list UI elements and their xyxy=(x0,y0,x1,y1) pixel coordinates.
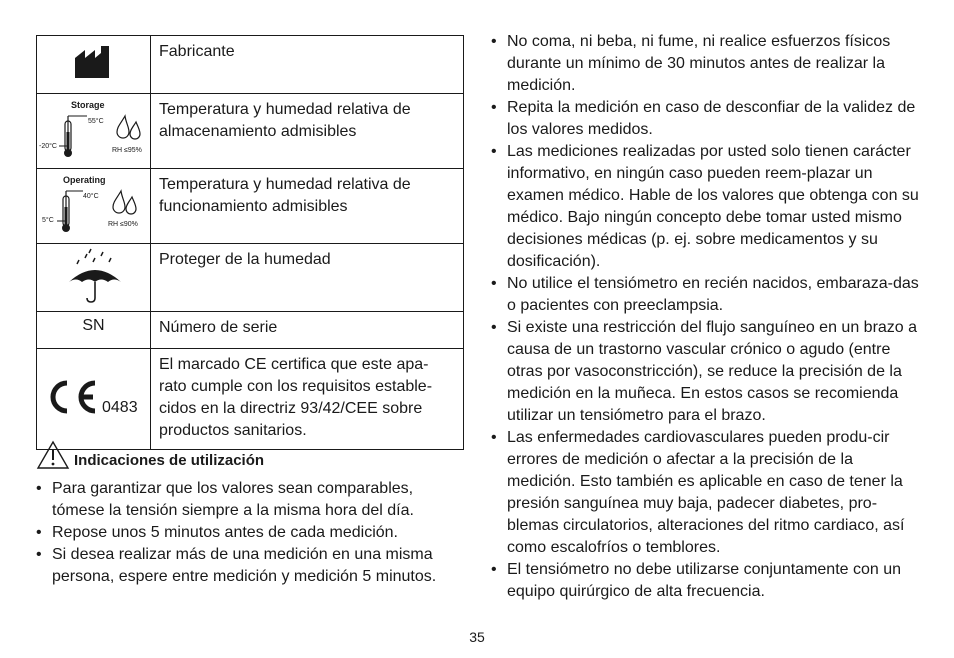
symbol-cell xyxy=(37,169,151,244)
usage-title: Indicaciones de utilización xyxy=(74,452,265,469)
symbol-cell xyxy=(37,349,151,450)
usage-heading xyxy=(36,440,264,470)
operating-temp-humidity-icon xyxy=(37,183,150,243)
rh-label: RH ≤90% xyxy=(108,221,138,228)
factory-icon xyxy=(73,44,113,80)
symbol-row-humidity xyxy=(37,244,464,312)
storage-temp-humidity-icon xyxy=(37,108,150,168)
symbol-row-serial xyxy=(37,312,464,349)
page-number: 35 xyxy=(469,629,485,645)
list-item: • Las mediciones realizadas por usted solo tienen carácter informativo, en ningún caso pueden reem-plazar un examen médico. Hable de los valores que obtenga con su médico. Bajo ningún concepto debe tomar usted mismo decisiones médicas (p. ej. sobre medicamentos y su dosificación). xyxy=(491,141,923,273)
list-item: • No utilice el tensiómetro en recién nacidos, embaraza-das o pacientes con preeclampsia. xyxy=(491,273,923,317)
symbols-table xyxy=(36,35,464,450)
temp-low-label: -20°C xyxy=(39,143,57,150)
temp-high-label: 55°C xyxy=(88,118,104,125)
umbrella-rain-icon xyxy=(65,246,125,304)
symbol-description: Temperatura y humedad relativa de almacenamiento admisibles xyxy=(151,94,464,169)
warning-triangle-icon xyxy=(36,440,70,470)
rh-label: RH ≤95% xyxy=(112,147,142,154)
temp-low-label: 5°C xyxy=(42,217,54,224)
symbol-description: Número de serie xyxy=(151,312,464,349)
symbol-cell xyxy=(37,36,151,94)
storage-label: Storage xyxy=(71,100,105,110)
list-item: • Las enfermedades cardiovasculares pueden produ-cir errores de medición o afectar a la precisión de la medición. Esto también es aplicable en caso de tener la presión sanguínea muy baja, padecer diabetes, pro-blemas circulatorios, alteraciones del ritmo cardiaco, así como escalofríos o temblores. xyxy=(491,427,923,559)
symbol-description: Proteger de la humedad xyxy=(151,244,464,312)
symbol-row-ce xyxy=(37,349,464,450)
temp-high-label: 40°C xyxy=(83,193,99,200)
list-item: • Repose unos 5 minutos antes de cada medición. xyxy=(36,522,466,544)
operating-label: Operating xyxy=(63,175,106,185)
symbol-description: Temperatura y humedad relativa de funcionamiento admisibles xyxy=(151,169,464,244)
symbol-row-storage xyxy=(37,94,464,169)
usage-list xyxy=(36,478,466,588)
symbol-cell xyxy=(37,94,151,169)
symbol-description: Fabricante xyxy=(151,36,464,94)
symbol-row-manufacturer xyxy=(37,36,464,94)
ce-number: 0483 xyxy=(102,399,138,416)
list-item: • Si desea realizar más de una medición en una misma persona, espere entre medición y medición 5 minutos. xyxy=(36,544,466,588)
list-item: • No coma, ni beba, ni fume, ni realice esfuerzos físicos durante un mínimo de 30 minutos antes de realizar la medición. xyxy=(491,31,923,97)
list-item: • Si existe una restricción del flujo sanguíneo en un brazo a causa de un trastorno vascular crónico o agudo (entre otras por vasoconstricción), se reduce la precisión de la medición en la muñeca. En estos casos se recomienda utilizar un tensiómetro para el brazo. xyxy=(491,317,923,427)
symbol-cell xyxy=(37,244,151,312)
list-item: • Para garantizar que los valores sean comparables, tómese la tensión siempre a la misma hora del día. xyxy=(36,478,466,522)
serial-number-symbol: SN xyxy=(37,312,151,349)
list-item: • Repita la medición en caso de desconfiar de la validez de los valores medidos. xyxy=(491,97,923,141)
symbol-row-operating xyxy=(37,169,464,244)
symbol-description: El marcado CE certifica que este apa-rato cumple con los requisitos estable-cidos en la directriz 93/42/CEE sobre productos sanitarios. xyxy=(151,349,464,450)
list-item: • El tensiómetro no debe utilizarse conjuntamente con un equipo quirúrgico de alta frecuencia. xyxy=(491,559,923,603)
ce-mark-icon xyxy=(45,379,99,415)
precautions-list xyxy=(491,31,923,603)
